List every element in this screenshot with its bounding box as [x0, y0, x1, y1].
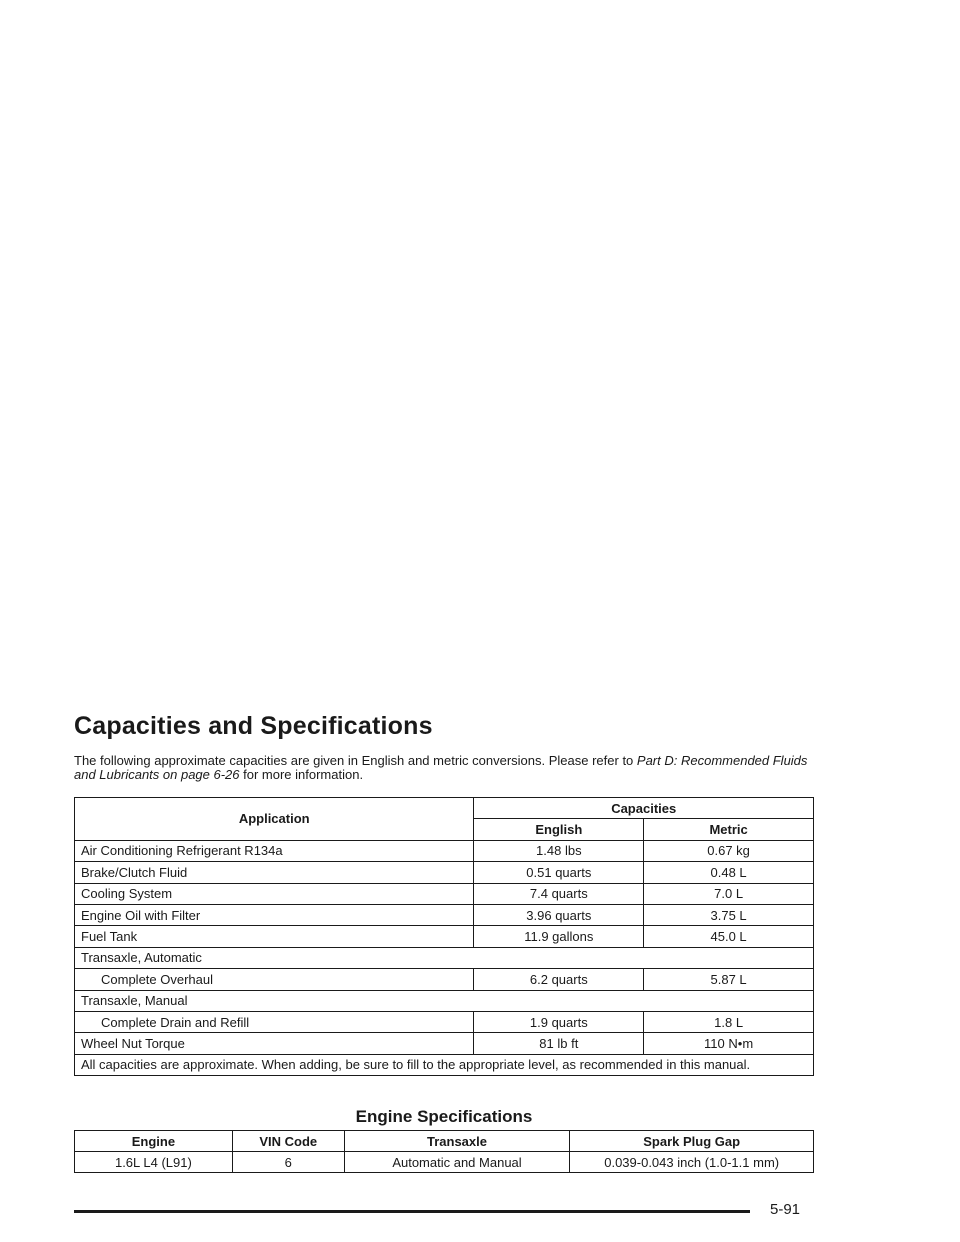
table-row [75, 926, 814, 947]
cross-reference-link[interactable]: Part D: Recommended Fluids and Lubricants on page 6-26 [74, 753, 808, 782]
table-row [75, 1033, 814, 1054]
intro-text-end: for more information. [239, 767, 364, 782]
cell-application: Fuel Tank [75, 926, 474, 947]
group-transaxle-automatic: Transaxle, Automatic [75, 947, 814, 968]
table-row [75, 840, 814, 861]
header-capacities: Capacities [474, 798, 814, 819]
capacities-note: All capacities are approximate. When adding, be sure to fill to the appropriate level, as recommended in this manual. [75, 1054, 814, 1075]
cell-spark-plug-gap: 0.039-0.043 inch (1.0-1.1 mm) [570, 1152, 814, 1173]
cell-application: Air Conditioning Refrigerant R134a [75, 840, 474, 861]
table-group-row [75, 990, 814, 1011]
cell-english: 3.96 quarts [474, 904, 644, 925]
page-title: Capacities and Specifications [74, 712, 433, 740]
cell-metric: 5.87 L [644, 969, 814, 990]
cell-english: 81 lb ft [474, 1033, 644, 1054]
cell-metric: 0.48 L [644, 862, 814, 883]
table-note-row [75, 1054, 814, 1075]
cell-transaxle: Automatic and Manual [344, 1152, 570, 1173]
cell-application: Complete Overhaul [75, 969, 474, 990]
cell-english: 0.51 quarts [474, 862, 644, 883]
cell-application: Complete Drain and Refill [75, 1011, 474, 1032]
header-metric: Metric [644, 819, 814, 840]
table-group-row [75, 947, 814, 968]
cell-metric: 0.67 kg [644, 840, 814, 861]
table-row [75, 904, 814, 925]
cell-application: Brake/Clutch Fluid [75, 862, 474, 883]
cell-application: Cooling System [75, 883, 474, 904]
cell-metric: 45.0 L [644, 926, 814, 947]
table-row [75, 1152, 814, 1173]
table-row [75, 883, 814, 904]
engine-specs-title: Engine Specifications [355, 1107, 533, 1126]
cell-metric: 7.0 L [644, 883, 814, 904]
header-spark-plug-gap: Spark Plug Gap [570, 1131, 814, 1152]
table-row [75, 1011, 814, 1032]
table-row [75, 862, 814, 883]
header-transaxle: Transaxle [344, 1131, 570, 1152]
header-vin-code: VIN Code [232, 1131, 344, 1152]
cell-engine: 1.6L L4 (L91) [75, 1152, 233, 1173]
cell-application: Wheel Nut Torque [75, 1033, 474, 1054]
cell-english: 6.2 quarts [474, 969, 644, 990]
intro-text: The following approximate capacities are given in English and metric conversions. Please refer to [74, 753, 637, 768]
cell-english: 11.9 gallons [474, 926, 644, 947]
header-english: English [474, 819, 644, 840]
cell-vin-code: 6 [232, 1152, 344, 1173]
cell-english: 7.4 quarts [474, 883, 644, 904]
cell-english: 1.9 quarts [474, 1011, 644, 1032]
header-application: Application [75, 798, 474, 841]
cell-application: Engine Oil with Filter [75, 904, 474, 925]
engine-specs-table [74, 1130, 814, 1173]
table-header-row [75, 798, 814, 819]
cell-english: 1.48 lbs [474, 840, 644, 861]
cell-metric: 110 N•m [644, 1033, 814, 1054]
cell-metric: 3.75 L [644, 904, 814, 925]
group-transaxle-manual: Transaxle, Manual [75, 990, 814, 1011]
intro-paragraph [74, 754, 814, 782]
cell-metric: 1.8 L [644, 1011, 814, 1032]
page-number: 5-91 [770, 1201, 801, 1218]
footer-divider [74, 1210, 750, 1213]
header-engine: Engine [75, 1131, 233, 1152]
table-header-row [75, 1131, 814, 1152]
capacities-table [74, 797, 814, 1076]
table-row [75, 969, 814, 990]
